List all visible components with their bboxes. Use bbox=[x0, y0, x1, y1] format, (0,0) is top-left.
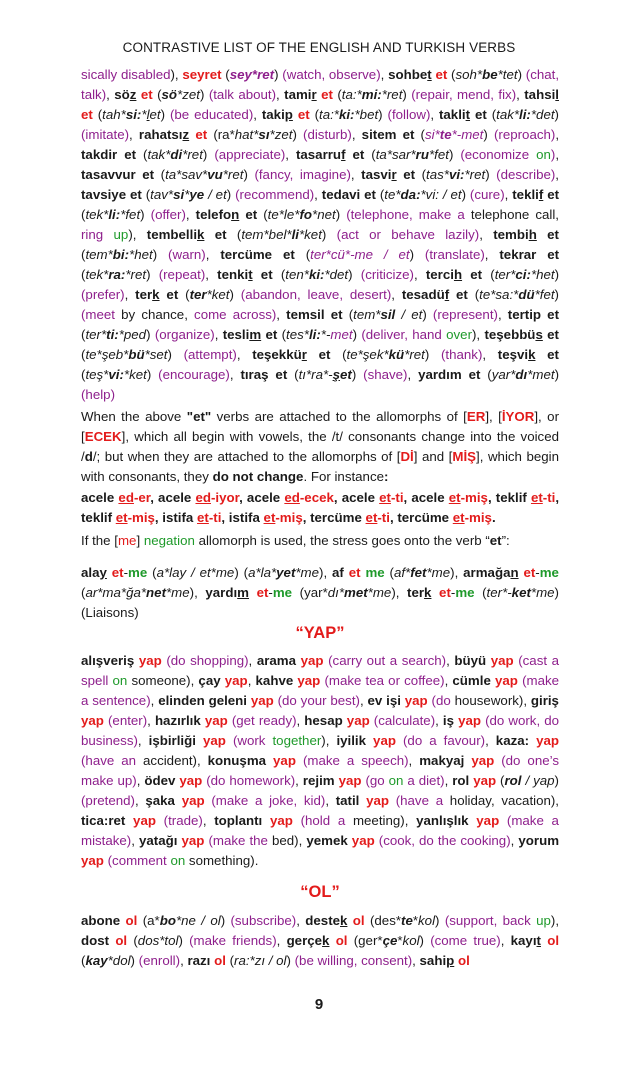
page-number: 9 bbox=[314, 996, 324, 1013]
allomorph-rule-paragraph: When the above "et" verbs are attached to the allomorphs of [ER], [İYOR], or [ECEK], which all begin with vowels, the /t/ consonants change into the voiced /d/; but when they are attached to the allomorphs of [Dİ] and [MİŞ], which begin with consonants, they do not change. For instance: bbox=[81, 409, 560, 484]
yap-heading: “YAP” bbox=[295, 624, 345, 642]
negation-examples-paragraph: alay et-me (a*lay / et*me) (a*la*yet*me), af et me (af*fet*me), armağan et-me (ar*ma*ğa*net*me), yardım et-me (yar*dı*met*me), terk et-me (ter*-ket*me) (Liaisons) bbox=[81, 565, 559, 620]
ol-verbs-paragraph: abone ol (a*bo*ne / ol) (subscribe), destek ol (des*te*kol) (support, back up), dost ol (dos*tol) (make friends), gerçek ol (ger*çe*kol) (come true), kayıt ol (kay*dol) (enroll), razı ol (ra:*zı / ol) (be willing, consent), sahip ol bbox=[81, 913, 560, 968]
et-verbs-paragraph: sically disabled), seyret (sey*ret) (watch, observe), sohbet et (soh*be*tet) (chat, talk), söz et (sö*zet) (talk about), tamir et (ta:*mi:*ret) (repair, mend, fix), tahsil et (tah*si:*let) (be educated), takip et (ta:*ki:*bet) (follow), taklit et (tak*li:*det) (imitate), rahatsız et (ra*hat*sı*zet) (disturb), sitem et (si*te*-met) (reproach), takdir et (tak*di*ret) (appreciate), tasarruf et (ta*sar*ru*fet) (economize on), tasavvur et (ta*sav*vu*ret) (fancy, imagine), tasvir et (tas*vi:*ret) (describe), tavsiye et (tav*si*ye / et) (recommend), tedavi et (te*da:*vi: / et) (cure), teklif et (tek*li:*fet) (offer), telefon et (te*le*fo*net) (telephone, make a telephone call, ring up), tembellik et (tem*bel*li*ket) (act or behave lazily), tembih et (tem*bi:*het) (warn), tercüme et (ter*cü*-me / et) (translate), tekrar et (tek*ra:*ret) (repeat), tenkit et (ten*ki:*det) (criticize), tercih et (ter*ci:*het) (prefer), terk et (ter*ket) (abandon, leave, desert), tesadüf et (te*sa:*dü*fet) (meet by chance, come across), temsil et (tem*sil / et) (represent), tertip et (ter*ti:*ped) (organize), teslim et (tes*li:*-met) (deliver, hand over), teşebbüs et (te*şeb*bü*set) (attempt), teşekkür et (te*şek*kü*ret) (thank), teşvik et (teş*vi:*ket) (encourage), tıraş et (tı*ra*-şet) (shave), yardım et (yar*dı*met) (help) bbox=[81, 67, 560, 402]
yap-verbs-paragraph: alışveriş yap (do shopping), arama yap (carry out a search), büyü yap (cast a spell on someone), çay yap, kahve yap (make tea or coffee), cümle yap (make a sentence), elinden geleni yap (do your best), ev işi yap (do housework), giriş yap (enter), hazırlık yap (get ready), hesap yap (calculate), iş yap (do work, do business), işbirliği yap (work together), iyilik yap (do a favour), kaza: yap (have an accident), konuşma yap (make a speech), makyaj yap (do one’s make up), ödev yap (do homework), rejim yap (go on a diet), rol yap (rol / yap) (pretend), şaka yap (make a joke, kid), tatil yap (have a holiday, vacation), tica:ret yap (trade), toplantı yap (hold a meeting), yanlışlık yap (make a mistake), yatağı yap (make the bed), yemek yap (cook, do the cooking), yorum yap (comment on something). bbox=[81, 653, 560, 868]
running-header: CONTRASTIVE LIST OF THE ENGLISH AND TURKISH VERBS bbox=[122, 40, 516, 55]
negation-rule-paragraph: If the [me] negation allomorph is used, the stress goes onto the verb “et”: bbox=[81, 533, 510, 548]
example-forms-paragraph: acele ed-er, acele ed-iyor, acele ed-ecek, acele et-ti, acele et-miş, teklif et-ti, teklif et-miş, istifa et-ti, istifa et-miş, tercüme et-ti, tercüme et-miş. bbox=[81, 490, 560, 525]
ol-heading: “OL” bbox=[300, 883, 340, 901]
